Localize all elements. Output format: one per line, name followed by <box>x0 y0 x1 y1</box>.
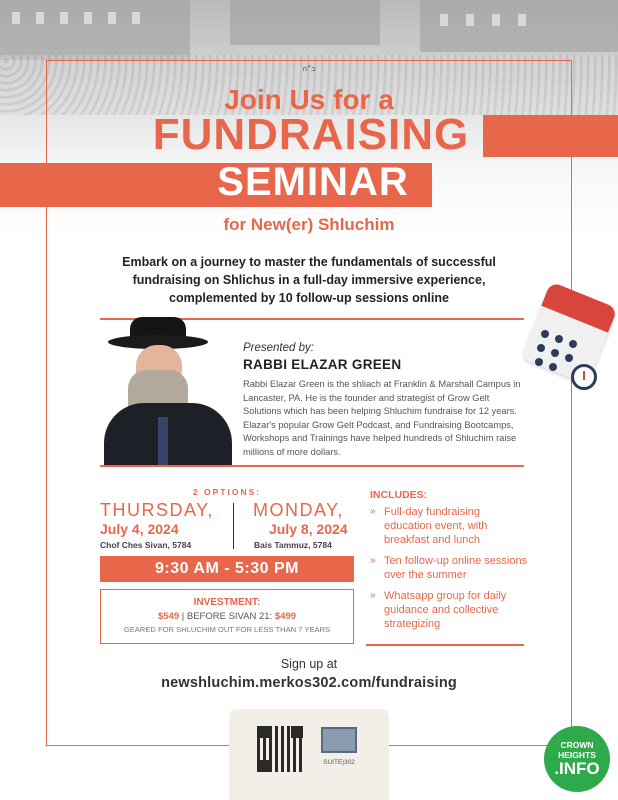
option1-date: July 4, 2024 <box>100 521 179 537</box>
hebrew-mark: ב״ה <box>302 66 316 73</box>
badge-line3: .INFO <box>554 759 600 778</box>
calendar-dot <box>541 330 549 338</box>
early-price: $499 <box>274 611 297 622</box>
window <box>36 12 44 24</box>
calendar-dot <box>565 354 573 362</box>
presenter-bio: Rabbi Elazar Green is the shliach at Franklin & Marshall Campus in Lancaster, PA. He is the founder and strategist of Grow Gelt Solutions which has been helping Shluchim fundraise for 12 years. Elazar's popular Grow Gelt Podcast, and Fundraising Bootcamps, Workshops and Trainings have helped hundreds of Shluchim raise millions of more dollars. <box>243 379 521 457</box>
list-item <box>370 505 530 547</box>
badge-line2: HEIGHTS <box>558 750 596 760</box>
include-text: Ten follow-up online sessions over the summer <box>384 555 528 581</box>
crownheights-badge <box>544 726 610 792</box>
presenter-photo <box>100 315 235 465</box>
calendar-dot <box>537 344 545 352</box>
headline-audience: for New(er) Shluchim <box>223 215 395 234</box>
calendar-dot <box>555 335 563 343</box>
window <box>466 14 474 26</box>
sponsor-panel <box>229 709 389 800</box>
calendar-dot <box>535 358 543 366</box>
intro-paragraph: Embark on a journey to master the fundamentals of successful fundraising on Shlichus in a full-day immersive experience, complemented by 10 follow-up sessions online <box>122 255 496 305</box>
price-separator: | BEFORE SIVAN 21: <box>179 611 275 622</box>
option1-hebrew-date: Chof Ches Sivan, 5784 <box>100 540 192 550</box>
time-banner: 9:30 AM - 5:30 PM <box>100 556 354 582</box>
chevron-right-icon: » <box>370 555 376 566</box>
building-silhouette <box>0 0 190 60</box>
presenter-name: RABBI ELAZAR GREEN <box>243 357 402 372</box>
signup-url[interactable]: newshluchim.merkos302.com/fundraising <box>161 675 457 691</box>
building-silhouette <box>420 0 618 52</box>
window <box>108 12 116 24</box>
suite302-caption: SUITE|302 <box>323 759 355 766</box>
window <box>12 12 20 24</box>
option1-day: THURSDAY, <box>100 500 214 520</box>
tie <box>158 417 168 465</box>
chevron-right-icon: » <box>370 506 376 517</box>
investment-note: GEARED FOR SHLUCHIM OUT FOR LESS THAN 7 YEARS <box>123 625 331 634</box>
clock-icon <box>571 364 597 390</box>
include-text: Whatsapp group for daily guidance and collective strategizing <box>384 590 507 630</box>
investment-heading: INVESTMENT: <box>193 597 261 608</box>
include-text: Full-day fundraising education event, with breakfast and lunch <box>384 506 488 546</box>
options-heading: 2 OPTIONS: <box>192 487 262 497</box>
option2-day: MONDAY, <box>253 500 344 520</box>
includes-heading: INCLUDES: <box>370 489 428 501</box>
window <box>518 14 526 26</box>
list-item <box>370 589 530 631</box>
badge-line1: CROWN <box>560 740 594 750</box>
price: $549 <box>157 611 180 622</box>
list-item <box>370 554 530 582</box>
window <box>492 14 500 26</box>
option2-date: July 8, 2024 <box>269 521 348 537</box>
headline-join: Join Us for a <box>224 84 394 115</box>
divider <box>366 644 524 646</box>
chevron-right-icon: » <box>370 590 376 601</box>
calendar-dot <box>549 363 557 371</box>
options-divider <box>233 503 234 549</box>
signup-label: Sign up at <box>280 657 338 671</box>
presented-by-label: Presented by: <box>243 342 314 354</box>
option2-hebrew-date: Bais Tammuz, 5784 <box>254 540 332 550</box>
headline-fundraising: FUNDRAISING <box>152 110 470 159</box>
investment-prices <box>101 611 353 622</box>
investment-box <box>100 589 354 644</box>
includes-list <box>370 505 530 638</box>
accent-bar-right <box>483 115 618 157</box>
calendar-clock-icon <box>527 278 611 398</box>
building-silhouette <box>230 0 380 45</box>
calendar-dot <box>551 349 559 357</box>
window <box>440 14 448 26</box>
window <box>84 12 92 24</box>
window <box>60 12 68 24</box>
headline-seminar: SEMINAR <box>217 160 409 204</box>
suite302-logo <box>321 727 357 753</box>
qr-code-icon[interactable] <box>257 726 303 772</box>
calendar-dot <box>569 340 577 348</box>
window <box>132 12 140 24</box>
suit <box>104 403 232 465</box>
divider <box>100 465 524 467</box>
